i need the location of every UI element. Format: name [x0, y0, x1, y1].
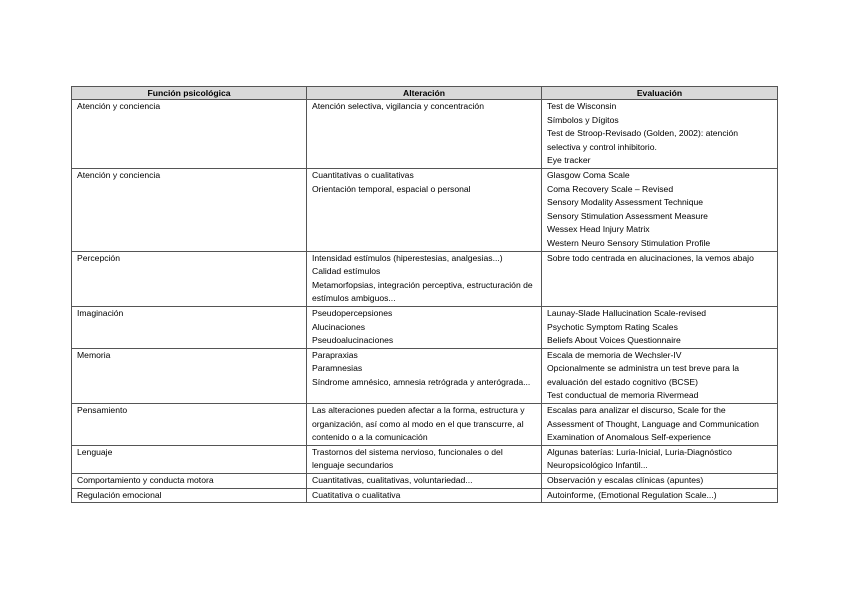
- cell-evaluation: [542, 348, 778, 403]
- alteration-line: Atención selectiva, vigilancia y concentración: [312, 101, 484, 111]
- header-alteration: Alteración: [307, 87, 542, 100]
- function-label: Percepción: [77, 252, 120, 263]
- evaluation-line: Escalas para analizar el discurso, Scale for the Assessment of Thought, Language and Communication: [547, 405, 759, 429]
- cell-function: [72, 445, 307, 473]
- evaluation-line: Western Neuro Sensory Stimulation Profile: [547, 237, 711, 248]
- cell-alteration: [307, 306, 542, 348]
- table-row: [72, 251, 778, 306]
- cell-evaluation: [542, 404, 778, 446]
- cell-function: [72, 306, 307, 348]
- cell-function: [72, 251, 307, 306]
- function-label: Imaginación: [77, 307, 124, 318]
- function-label: Lenguaje: [77, 446, 113, 457]
- table-row: [72, 100, 778, 169]
- cell-alteration: [307, 445, 542, 473]
- alteration-line: Cuantitativas, cualitativas, voluntariedad...: [312, 475, 473, 486]
- table-row: [72, 474, 778, 489]
- alteration-line: Síndrome amnésico, amnesia retrógrada y anterógrada...: [312, 376, 531, 387]
- cell-evaluation: [542, 445, 778, 473]
- cell-alteration: [307, 348, 542, 403]
- function-label: Memoria: [77, 349, 111, 360]
- alteration-line: Calidad estímulos: [312, 266, 381, 277]
- table-row: [72, 348, 778, 403]
- evaluation-line: Algunas baterías: Luria-Inicial, Luria-Diagnóstico Neuropsicológico Infantil...: [547, 446, 732, 471]
- evaluation-line: Examination of Anomalous Self-experience: [547, 432, 711, 443]
- cell-alteration: [307, 488, 542, 503]
- alteration-line: Cuantitativas o cualitativas: [312, 169, 414, 180]
- cell-alteration: [307, 474, 542, 489]
- cell-function: [72, 404, 307, 446]
- evaluation-line: Observación y escalas clínicas (apuntes): [547, 475, 704, 486]
- header-evaluation: Evaluación: [542, 87, 778, 100]
- table-body: [72, 100, 778, 503]
- evaluation-line: Sobre todo centrada en alucinaciones, la vemos abajo: [547, 252, 754, 263]
- psychological-functions-table: [71, 86, 778, 503]
- alteration-line: Paramnesias: [312, 363, 363, 374]
- table-row: [72, 168, 778, 251]
- alteration-line: Cuatitativa o cualitativa: [312, 489, 401, 500]
- evaluation-line: Beliefs About Voices Questionnaire: [547, 335, 681, 346]
- table-row: [72, 306, 778, 348]
- cell-function: [72, 168, 307, 251]
- cell-evaluation: [542, 306, 778, 348]
- table-row: [72, 404, 778, 446]
- cell-function: [72, 488, 307, 503]
- table-row: [72, 445, 778, 473]
- alteration-line: Intensidad estímulos (hiperestesias, analgesias...): [312, 252, 503, 263]
- table-header-row: [72, 87, 778, 100]
- evaluation-line: Símbolos y Dígitos: [547, 114, 619, 125]
- cell-evaluation: [542, 168, 778, 251]
- evaluation-line: Autoinforme, (Emotional Regulation Scale...): [547, 489, 717, 500]
- cell-function: [72, 100, 307, 169]
- alteration-line: Parapraxias: [312, 349, 358, 360]
- cell-alteration: [307, 168, 542, 251]
- evaluation-line: Test de Stroop-Revisado (Golden, 2002): atención selectiva y control inhibitorio.: [547, 128, 739, 152]
- alteration-line: Pseudoalucinaciones: [312, 335, 394, 346]
- evaluation-line: Wessex Head Injury Matrix: [547, 224, 650, 235]
- alteration-line: Las alteraciones pueden afectar a la forma, estructura y organización, así como al modo en el que transcurre, al contenido o a la comunicación: [312, 405, 525, 443]
- evaluation-line: Psychotic Symptom Rating Scales: [547, 321, 678, 332]
- evaluation-line: Escala de memoria de Wechsler-IV: [547, 349, 682, 360]
- alteration-line: Metamorfopsias, integración perceptiva, estructuración de estímulos ambiguos...: [312, 279, 533, 304]
- evaluation-line: Test de Wisconsin: [547, 101, 617, 111]
- evaluation-line: Coma Recovery Scale – Revised: [547, 183, 674, 194]
- evaluation-line: Eye tracker: [547, 155, 591, 166]
- alteration-line: Pseudopercepsiones: [312, 307, 393, 318]
- header-function: Función psicológica: [72, 87, 307, 100]
- cell-evaluation: [542, 100, 778, 169]
- evaluation-line: Launay-Slade Hallucination Scale-revised: [547, 307, 707, 318]
- alteration-line: Orientación temporal, espacial o personal: [312, 183, 471, 194]
- cell-alteration: [307, 404, 542, 446]
- evaluation-line: Opcionalmente se administra un test breve para la evaluación del estado cognitivo (BCSE): [547, 363, 740, 387]
- evaluation-line: Glasgow Coma Scale: [547, 169, 630, 180]
- cell-evaluation: [542, 488, 778, 503]
- evaluation-line: Test conductual de memoria Rivermead: [547, 390, 699, 401]
- cell-function: [72, 474, 307, 489]
- cell-function: [72, 348, 307, 403]
- function-label: Regulación emocional: [77, 489, 162, 500]
- function-label: Pensamiento: [77, 405, 128, 416]
- evaluation-line: Sensory Modality Assessment Technique: [547, 197, 704, 208]
- cell-alteration: [307, 251, 542, 306]
- function-label: Comportamiento y conducta motora: [77, 475, 214, 486]
- table-row: [72, 488, 778, 503]
- cell-evaluation: [542, 474, 778, 489]
- evaluation-line: Sensory Stimulation Assessment Measure: [547, 210, 708, 221]
- cell-evaluation: [542, 251, 778, 306]
- function-label: Atención y conciencia: [77, 169, 161, 180]
- alteration-line: Alucinaciones: [312, 321, 366, 332]
- alteration-line: Trastornos del sistema nervioso, funcionales o del lenguaje secundarios: [312, 446, 503, 471]
- function-label: Atención y conciencia: [77, 101, 161, 111]
- cell-alteration: [307, 100, 542, 169]
